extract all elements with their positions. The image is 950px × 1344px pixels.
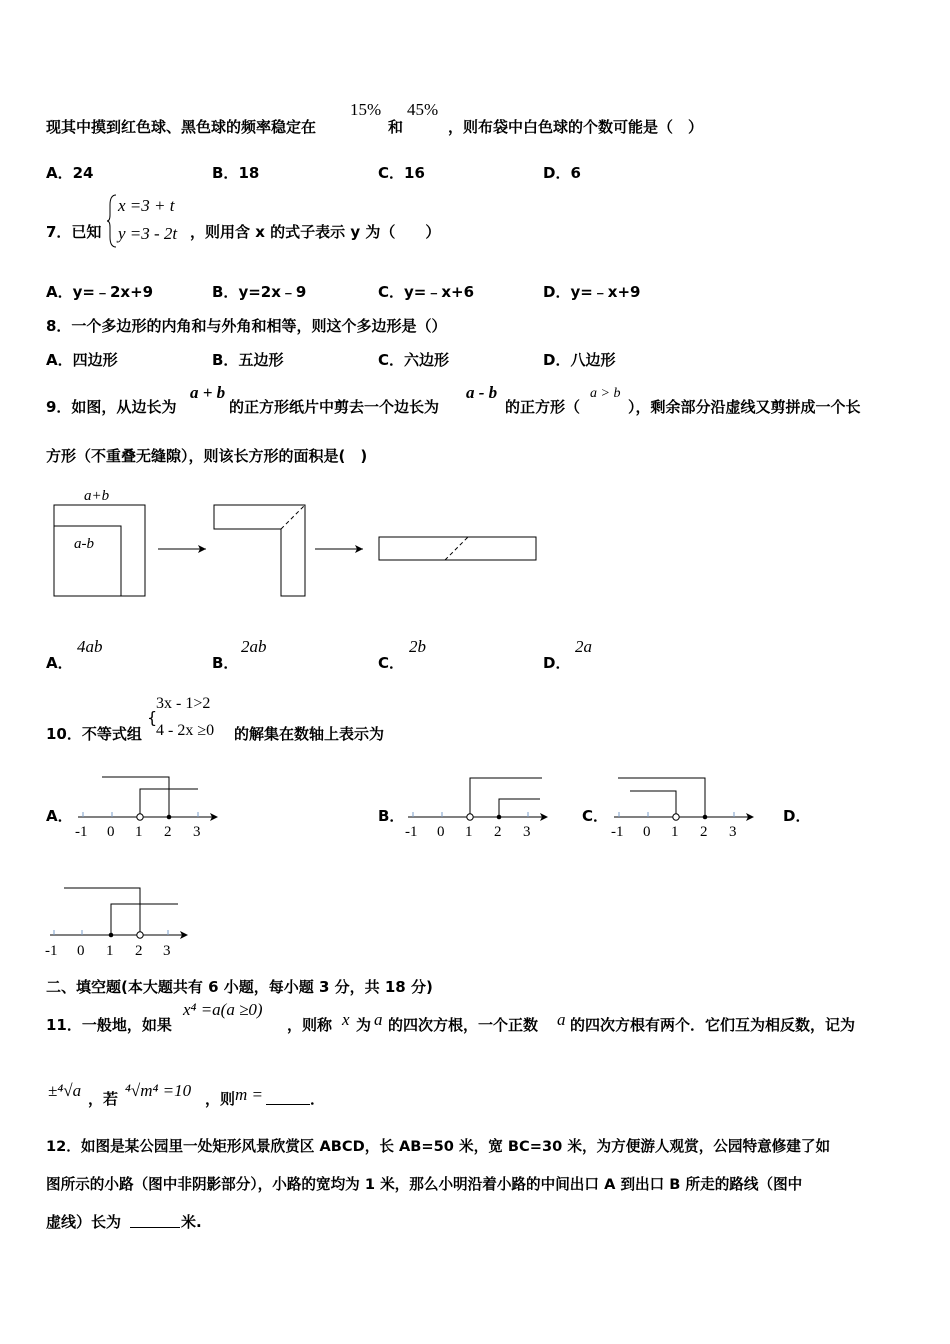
inner-side-label: a-b [74,536,94,552]
tick-label: 3 [163,943,171,959]
q6-percent-black: 45% [407,100,439,119]
tick-label: 0 [107,824,115,840]
ray-1 [64,888,140,935]
q10-option-c[interactable]: C． [582,807,609,825]
q7-suffix: ，则用含 x 的式子表示 y 为（ ） [190,223,441,241]
q9-math-a-gt-b: a > b [590,386,621,401]
q11-text-5: 的四次方根有两个．它们互为相反数，记为 [570,1016,856,1034]
q12-line-3a: 虚线）长为 [46,1213,122,1231]
q9-option-c[interactable]: C． [378,654,405,672]
q10-option-a[interactable]: A． [46,807,73,825]
ray-1 [470,778,542,817]
ray-1 [102,777,169,817]
section-heading: 二、填空题(本大题共有 6 小题，每小题 3 分，共 18 分) [46,978,433,996]
q6-text-b: ，则布袋中白色球的个数可能是（ ） [448,118,704,136]
tick-label: 3 [523,824,531,840]
tick-label: 1 [671,824,679,840]
q6-option-c[interactable]: C．16 [378,164,425,182]
q9-option-d-value: 2a [575,637,592,656]
tick-label: -1 [45,943,58,959]
q11-m-equals: m = [235,1085,263,1104]
closed-point-2 [703,815,708,820]
q9-text-2: 的正方形纸片中剪去一个边长为 [229,398,440,416]
q11-text-6: ，若 [88,1090,119,1108]
q11-text-1: 11．一般地，如果 [46,1016,172,1034]
tick-label: -1 [75,824,88,840]
q11-a: a [374,1010,383,1029]
q11-answer-blank[interactable] [266,1090,310,1105]
closed-point-2 [497,815,502,820]
q9-option-c-value: 2b [409,637,426,656]
open-point-2 [137,932,143,938]
q8-option-a[interactable]: A．四边形 [46,351,118,369]
q9-line-2: 方形（不重叠无缝隙），则该长方形的面积是( ) [46,447,368,465]
q8-stem: 8．一个多边形的内角和与外角和相等，则这个多边形是（） [46,317,447,335]
q7-prefix: 7．已知 [46,223,102,241]
q9-option-a-value: 4ab [77,637,103,656]
q11-text-8: ． [310,1090,326,1108]
q6-option-d[interactable]: D．6 [543,164,581,182]
q12-line-1: 12．如图是某公园里一处矩形风景欣赏区 ABCD，长 AB=50 米，宽 BC=30 米，为方便游人观赏，公园特意修建了如 [46,1138,831,1155]
q10-inequality-1: 3x - 1>2 [156,695,211,712]
q7-brace [106,193,118,249]
q6-text-a: 现其中摸到红色球、黑色球的频率稳定在 [46,118,317,136]
q9-text-1: 9．如图，从边长为 [46,398,177,416]
q10-inequality-2: 4 - 2x ≥0 [156,722,215,739]
q11-x: x [342,1010,350,1029]
q9-option-b-value: 2ab [241,637,267,656]
tick-label: 2 [135,943,143,959]
tick-label: -1 [611,824,624,840]
outer-side-label: a+b [84,488,110,504]
q7-option-c[interactable]: C．y=﹣x+6 [378,283,475,301]
tick-label: 3 [729,824,737,840]
tick-label: 0 [437,824,445,840]
open-point-1 [467,814,473,820]
q10-number-line-d [44,880,194,960]
q10-brace: { [147,708,158,727]
q9-text-4: ），剩余部分沿虚线又剪拼成一个长 [628,398,861,416]
q11-a-2: a [557,1010,566,1029]
q11-equation-2: ⁴√m⁴ =10 [125,1081,192,1100]
tick-label: 1 [465,824,473,840]
tick-label: 3 [193,824,201,840]
q10-option-b[interactable]: B． [378,807,405,825]
q9-text-3: 的正方形（ [505,398,581,416]
q9-option-a[interactable]: A． [46,654,73,672]
q10-number-line-c [608,770,758,842]
q10-option-d[interactable]: D． [783,807,811,825]
q9-math-a-minus-b: a - b [466,383,498,402]
closed-point-2 [167,815,172,820]
q12-line-3b: 米. [181,1213,202,1231]
q7-equation-1: x =3 + t [118,196,175,215]
q10-suffix: 的解集在数轴上表示为 [234,725,385,743]
q11-text-4: 的四次方根，一个正数 [388,1016,539,1034]
open-point-1 [673,814,679,820]
tick-label: -1 [405,824,418,840]
q7-option-d[interactable]: D．y=﹣x+9 [543,283,641,301]
tick-label: 0 [643,824,651,840]
q9-option-d[interactable]: D． [543,654,571,672]
q11-text-3: 为 [356,1016,372,1034]
tick-label: 2 [700,824,708,840]
q10-number-line-b [402,770,552,842]
q11-plus-minus-root: ±⁴√a [48,1081,82,1100]
q7-option-b[interactable]: B．y=2x﹣9 [212,283,307,301]
ray-1 [618,778,705,817]
q6-stem [46,116,316,137]
outer-square [54,505,145,596]
q6-percent-red: 15% [350,100,382,119]
q8-option-d[interactable]: D．八边形 [543,351,616,369]
q10-prefix: 10．不等式组 [46,725,142,743]
ray-2 [630,791,676,817]
l-shape-cut [281,505,305,529]
q9-math-a-plus-b: a + b [190,383,226,402]
q7-option-a[interactable]: A．y=﹣2x+9 [46,283,154,301]
q7-equation-2: y =3 - 2t [118,224,178,243]
rect-cut [445,537,468,560]
q10-number-line-a [72,770,222,842]
open-point-1 [137,814,143,820]
q9-figure [48,484,548,602]
ray-2 [499,799,540,817]
tick-label: 0 [77,943,85,959]
q9-option-b[interactable]: B． [212,654,239,672]
tick-label: 2 [164,824,172,840]
tick-label: 2 [494,824,502,840]
q11-equation: x⁴ =a(a ≥0) [183,1000,263,1019]
q6-and: 和 [388,118,404,136]
q12-answer-blank[interactable] [130,1213,180,1228]
q8-option-b[interactable]: B．五边形 [212,351,284,369]
q11-text-2: ，则称 [287,1016,333,1034]
q11-text-7: ，则 [205,1090,236,1108]
q6-option-b[interactable]: B．18 [212,164,260,182]
long-rectangle [379,537,536,560]
tick-label: 1 [135,824,143,840]
q6-option-a[interactable]: A．24 [46,164,94,182]
tick-label: 1 [106,943,114,959]
q8-option-c[interactable]: C．六边形 [378,351,450,369]
q12-line-2: 图所示的小路（图中非阴影部分），小路的宽均为 1 米，那么小明沿着小路的中间出口 A 到出口 B 所走的路线（图中 [46,1176,803,1193]
closed-point-1 [109,933,114,938]
